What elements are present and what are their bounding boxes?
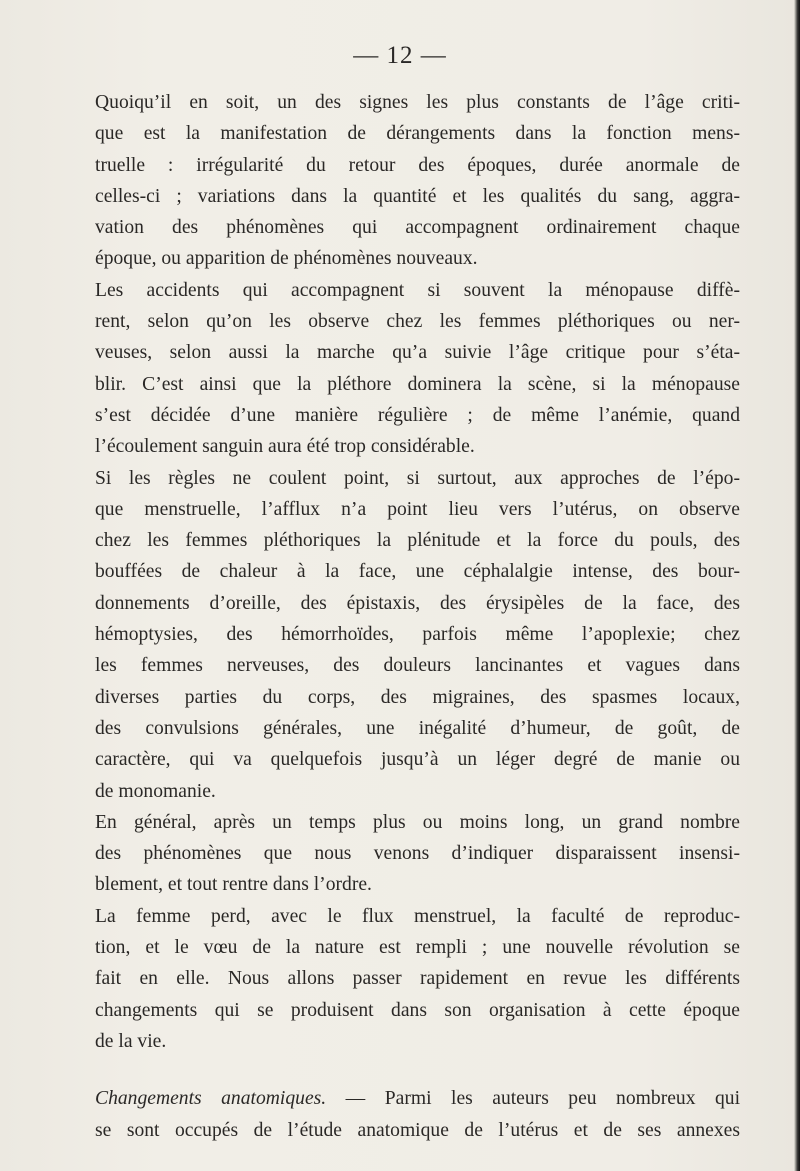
text-line: les femmes nerveuses, des douleurs lancinantes et vagues dans [95, 655, 740, 677]
text-line: changements qui se produisent dans son organisation à cette époque [95, 999, 740, 1021]
paragraph-1 [95, 87, 740, 275]
text-line: vation des phénomènes qui accompagnent ordinairement chaque [95, 217, 740, 239]
text-line: fait en elle. Nous allons passer rapidement en revue les différents [95, 968, 740, 990]
section-changements-anatomiques [95, 1083, 740, 1146]
page-number: — 12 — [353, 42, 447, 69]
body-text [95, 87, 740, 1146]
text-line: que est la manifestation de dérangements dans la fonction mens- [95, 123, 740, 145]
text-line: rent, selon qu’on les observe chez les femmes pléthoriques ou ner- [95, 311, 740, 333]
text-line [95, 1083, 740, 1114]
text-line: époque, ou apparition de phénomènes nouveaux. [95, 248, 478, 270]
section-heading: Changements anatomiques. [95, 1088, 327, 1110]
paragraph-3 [95, 463, 740, 807]
text-line: truelle : irrégularité du retour des époques, durée anormale de [95, 154, 740, 176]
text-line: bouffées de chaleur à la face, une céphalalgie intense, des bour- [95, 561, 740, 583]
paragraph-5 [95, 901, 740, 1057]
section-gap [95, 1057, 740, 1083]
text-line: En général, après un temps plus ou moins long, un grand nombre [95, 811, 740, 833]
text-line: Les accidents qui accompagnent si souvent la ménopause diffè- [95, 279, 740, 301]
page-edge-shadow [794, 0, 800, 1171]
text-line: Si les règles ne coulent point, si surtout, aux approches de l’épo- [95, 467, 740, 489]
paragraph-2 [95, 275, 740, 463]
text-line: diverses parties du corps, des migraines, des spasmes locaux, [95, 686, 740, 708]
text-line: La femme perd, avec le flux menstruel, la faculté de reproduc- [95, 905, 740, 927]
text-line: se sont occupés de l’étude anatomique de l’utérus et de ses annexes [95, 1119, 740, 1141]
text-line: veuses, selon aussi la marche qu’a suivie l’âge critique pour s’éta- [95, 342, 740, 364]
text-line: Quoiqu’il en soit, un des signes les plus constants de l’âge criti- [95, 92, 740, 113]
text-line: hémoptysies, des hémorrhoïdes, parfois même l’apoplexie; chez [95, 624, 740, 646]
text-line: blement, et tout rentre dans l’ordre. [95, 874, 372, 896]
text-line: des convulsions générales, une inégalité d’humeur, de goût, de [95, 717, 740, 739]
em-dash: — [326, 1088, 385, 1110]
text-line: s’est décidée d’une manière régulière ; de même l’anémie, quand [95, 404, 740, 426]
section-line-text: Parmi les auteurs peu nombreux qui [384, 1088, 741, 1110]
text-line: blir. C’est ainsi que la pléthore dominera la scène, si la ménopause [95, 373, 740, 395]
text-line: chez les femmes pléthoriques la plénitude et la force du pouls, des [95, 530, 740, 552]
paragraph-4 [95, 807, 740, 901]
text-line: tion, et le vœu de la nature est rempli ; une nouvelle révolution se [95, 937, 740, 959]
text-line: caractère, qui va quelquefois jusqu’à un léger degré de manie ou [95, 749, 740, 771]
text-line: des phénomènes que nous venons d’indiquer disparaissent insensi- [95, 843, 740, 865]
text-line: donnements d’oreille, des épistaxis, des érysipèles de la face, des [95, 592, 740, 614]
text-line: que menstruelle, l’afflux n’a point lieu vers l’utérus, on observe [95, 498, 740, 520]
text-line: celles-ci ; variations dans la quantité et les qualités du sang, aggra- [95, 185, 740, 207]
text-line: de monomanie. [95, 780, 216, 802]
text-line: l’écoulement sanguin aura été trop considérable. [95, 436, 475, 458]
text-line: de la vie. [95, 1030, 167, 1052]
